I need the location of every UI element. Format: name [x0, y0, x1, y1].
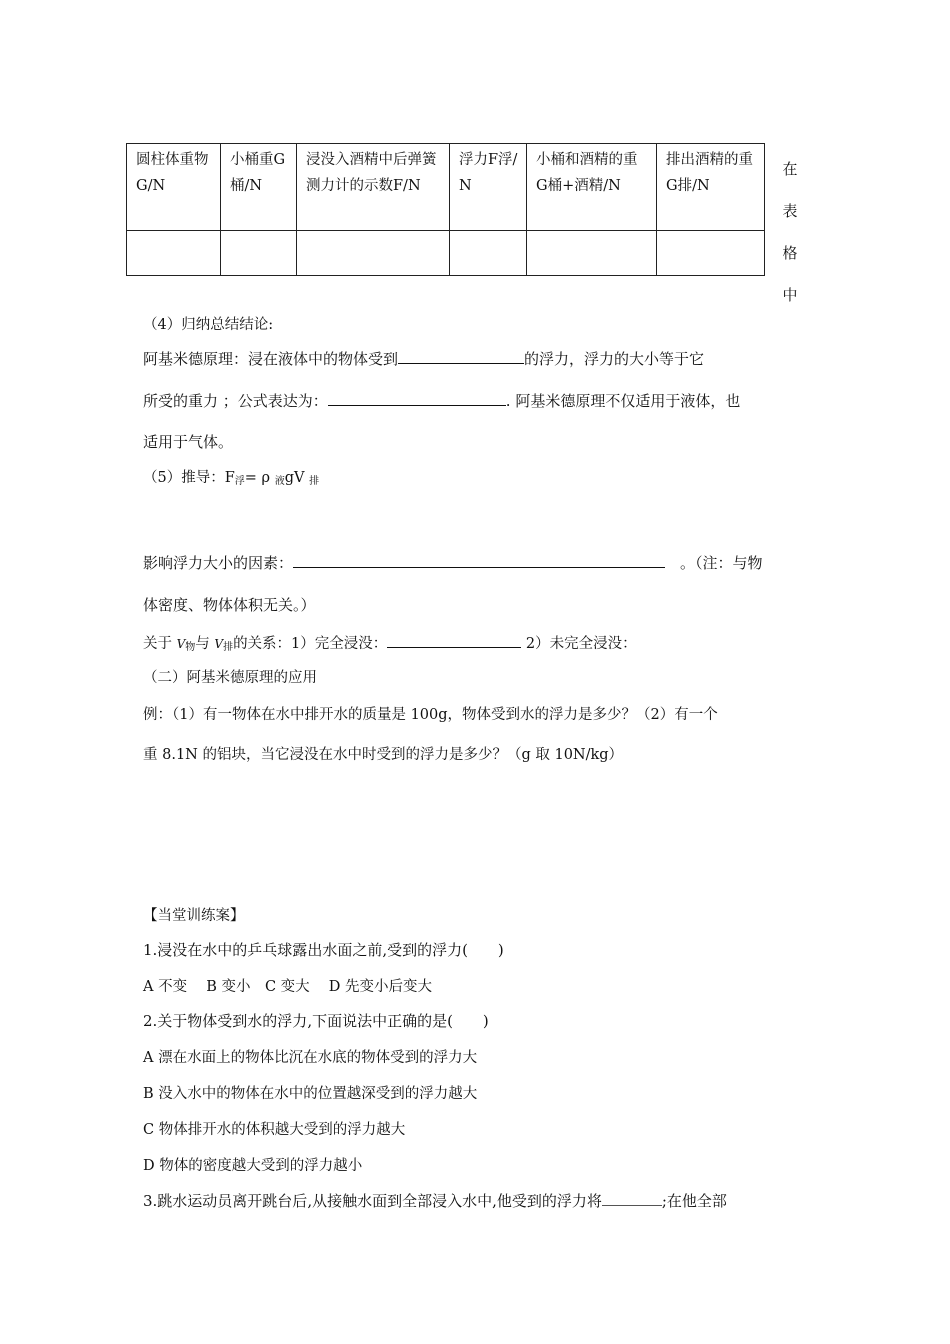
question-1: 1.浸没在水中的乒乓球露出水面之前,受到的浮力( ): [143, 941, 504, 959]
blank-field[interactable]: [398, 347, 524, 364]
example-line2: 重 8.1N 的铝块，当它浸没在水中时受到的浮力是多少？（g 取 10N/kg）: [143, 747, 624, 763]
table-cell[interactable]: [127, 231, 221, 276]
table-cell[interactable]: [657, 231, 765, 276]
factors-line2: 体密度、物体体积无关。）: [143, 596, 316, 614]
question-1-options: A 不变 B 变小 C 变大 D 先变小后变大: [143, 979, 433, 995]
question-2-option-a: A 漂在水面上的物体比沉在水底的物体受到的浮力大: [143, 1050, 478, 1066]
question-3-blank[interactable]: [602, 1191, 662, 1206]
header-spring-reading: 浸没入酒精中后弹簧测力计的示数F/N: [297, 144, 450, 231]
formula-blank[interactable]: [328, 389, 506, 406]
side-char: 表: [782, 202, 798, 220]
question-2-option-d: D 物体的密度越大受到的浮力越小: [143, 1158, 363, 1174]
example-line1: 例：（1）有一物体在水中排开水的质量是 100g，物体受到水的浮力是多少？（2）有一个: [143, 707, 718, 723]
side-char: 中: [782, 286, 798, 304]
table-cell[interactable]: [221, 231, 297, 276]
question-2-option-c: C 物体排开水的体积越大受到的浮力越大: [143, 1122, 406, 1138]
table-cell[interactable]: [527, 231, 657, 276]
header-bucket-weight: 小桶重G桶/N: [221, 144, 297, 231]
experiment-table: [126, 143, 765, 276]
factors-blank[interactable]: [293, 551, 665, 568]
practice-heading: 【当堂训练案】: [143, 908, 245, 924]
section4-line3: 适用于气体。: [143, 433, 234, 451]
side-vertical-text: [780, 148, 800, 316]
side-char: 在: [782, 160, 798, 178]
section4-heading: （4）归纳总结结论:: [143, 317, 274, 333]
header-bucket-alcohol-weight: 小桶和酒精的重 G桶+酒精/N: [527, 144, 657, 231]
section4-line1: 阿基米德原理：浸在液体中的物体受到 的浮力，浮力的大小等于它: [143, 347, 704, 369]
table-cell[interactable]: [450, 231, 527, 276]
header-displaced-alcohol-weight: 排出酒精的重G排/N: [657, 144, 765, 231]
relation-line: 关于 $V_物$与 $V_排$的关系：1）完全浸没： 2）未完全浸没：: [143, 631, 637, 653]
application-heading: （二）阿基米德原理的应用: [143, 670, 317, 686]
table-cell[interactable]: [297, 231, 450, 276]
factors-line1: 影响浮力大小的因素： 。（注：与物: [143, 551, 763, 573]
table-header-row: [127, 144, 765, 231]
section5-derivation: （5）推导：$F_浮= \rho$ $_液$gV $_排$: [143, 470, 320, 487]
question-3: 3.跳水运动员离开跳台后,从接触水面到全部浸入水中,他受到的浮力将 ;在他全部: [143, 1192, 727, 1210]
question-2: 2.关于物体受到水的浮力,下面说法中正确的是( ): [143, 1012, 489, 1030]
section4-line2: 所受的重力 ；公式表达为： . 阿基米德原理不仅适用于液体，也: [143, 389, 740, 411]
side-char: 格: [782, 244, 798, 262]
header-cylinder-weight: 圆柱体重物G/N: [127, 144, 221, 231]
question-2-option-b: B 没入水中的物体在水中的位置越深受到的浮力越大: [143, 1086, 478, 1102]
header-buoyancy: 浮力F浮/N: [450, 144, 527, 231]
table-row: [127, 231, 765, 276]
relation-blank[interactable]: [387, 631, 521, 648]
